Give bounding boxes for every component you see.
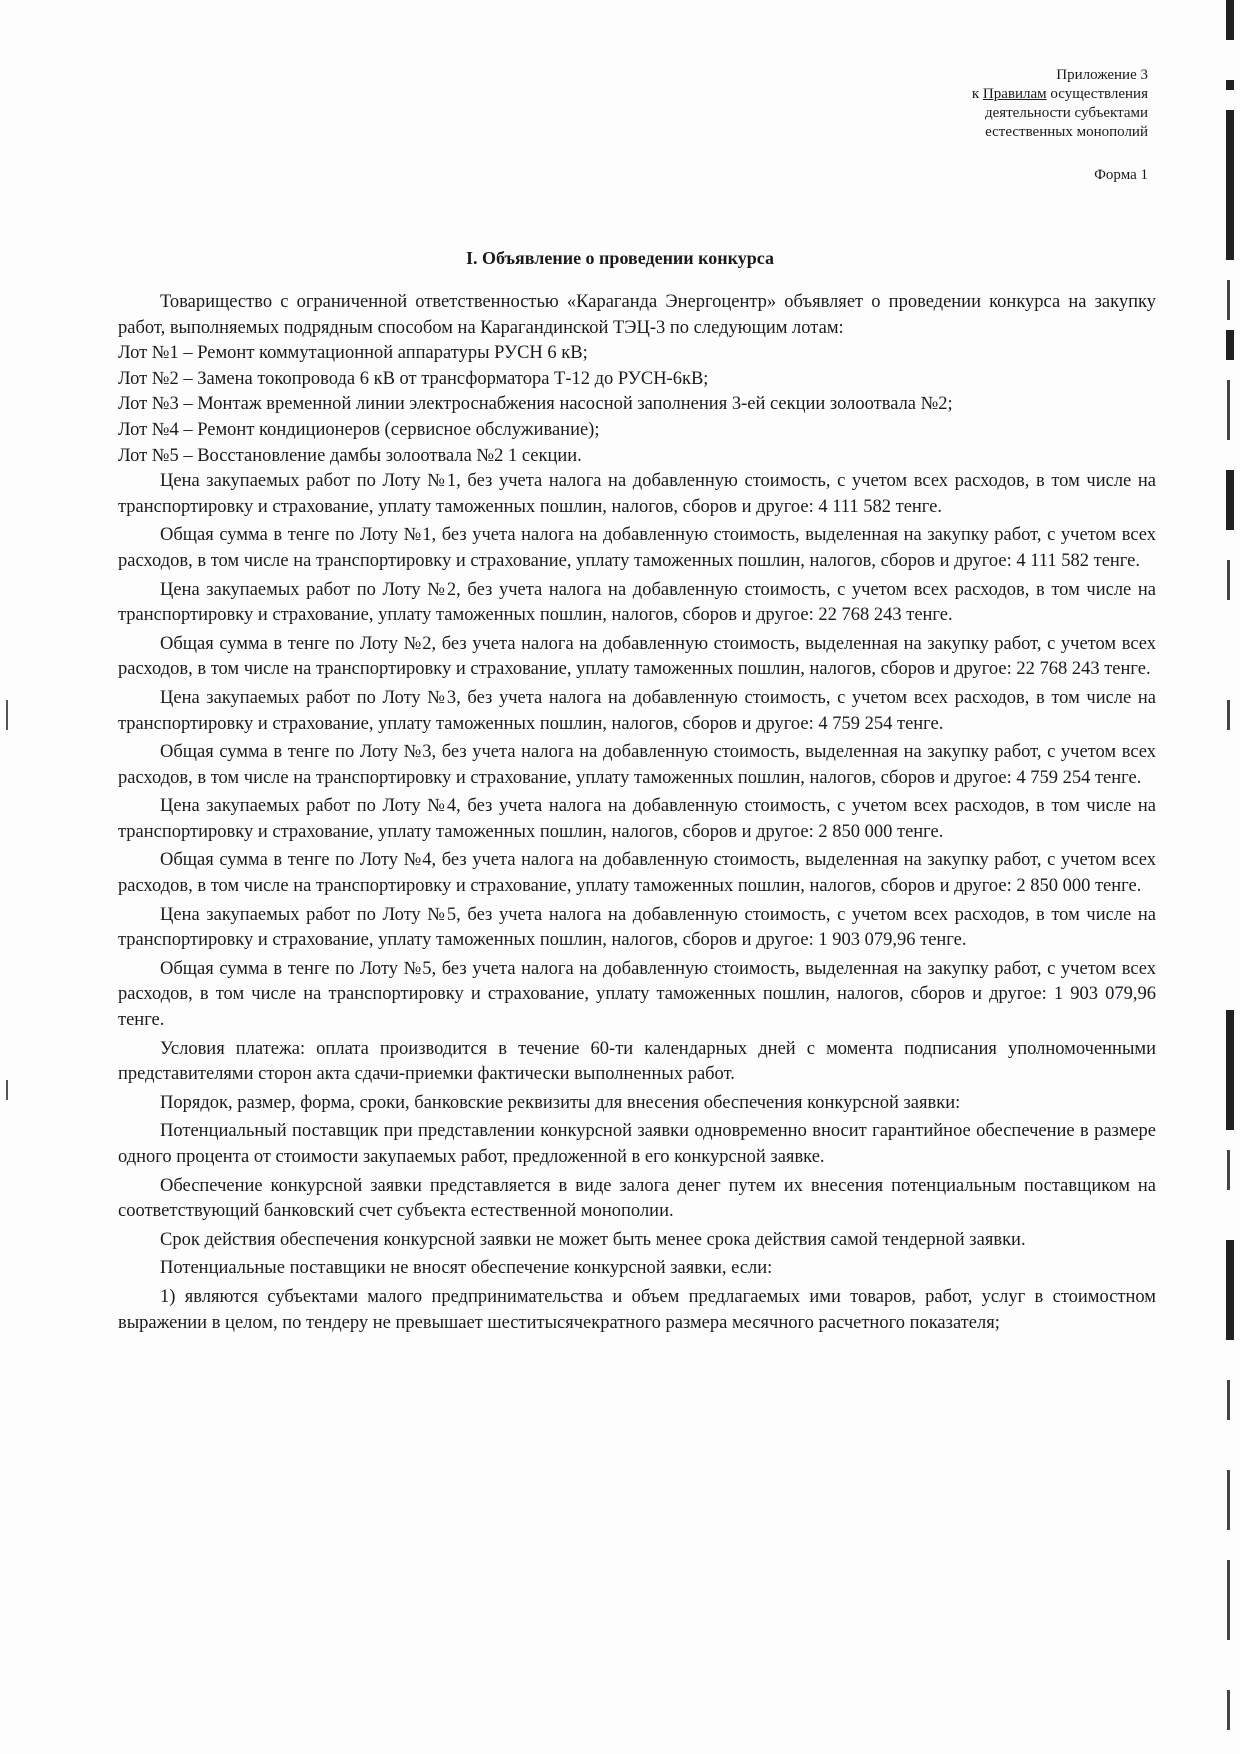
scan-mark xyxy=(1227,380,1230,440)
lot-2-price: Цена закупаемых работ по Лоту №2, без учета налога на добавленную стоимость, с учетом всех расходов, в том числе на транспортировку и страхование, уплату таможенных пошлин, налогов, сборов и другое: 22 768 243 тенге. xyxy=(118,579,1156,626)
exemption-item-1: 1) являются субъектами малого предпринимательства и объем предлагаемых ими товаров, работ, услуг в стоимостном выражении в целом, по тендеру не превышает шеститысячекратного размера месячного расчетного показателя; xyxy=(118,1286,1156,1333)
scan-mark xyxy=(1227,280,1230,320)
lot-4-total: Общая сумма в тенге по Лоту №4, без учета налога на добавленную стоимость, выделенная на закупку работ, с учетом всех расходов, в том числе на транспортировку и страхование, уплату таможенных пошлин, налогов, сборов и другое: 2 850 000 тенге. xyxy=(118,850,1156,897)
payment-terms: Условия платежа: оплата производится в течение 60-ти календарных дней с момента подписания уполномоченными представителями сторон акта сдачи-приемки фактически выполненных работ. xyxy=(118,1038,1156,1085)
scan-mark xyxy=(1227,1470,1230,1530)
scan-mark xyxy=(1226,0,1234,40)
document-body xyxy=(118,290,1156,1339)
security-form: Обеспечение конкурсной заявки представляется в виде залога денег путем их внесения потенциальным поставщиком на соответствующий банковский счет субъекта естественной монополии. xyxy=(118,1175,1156,1222)
appendix-line-2 xyxy=(828,85,1148,104)
scan-edge-artifacts xyxy=(1210,0,1240,1754)
appendix-line-2-suffix: осуществления xyxy=(1046,86,1148,102)
scan-mark xyxy=(1227,1560,1230,1640)
appendix-line-4: естественных монополий xyxy=(985,124,1148,140)
security-exemptions: Потенциальные поставщики не вносят обеспечение конкурсной заявки, если: xyxy=(160,1258,773,1279)
lot-2-total: Общая сумма в тенге по Лоту №2, без учета налога на добавленную стоимость, выделенная на закупку работ, с учетом всех расходов, в том числе на транспортировку и страхование, уплату таможенных пошлин, налогов, сборов и другое: 22 768 243 тенге. xyxy=(118,633,1156,680)
appendix-line-2-prefix: к xyxy=(971,86,983,102)
document-title: I. Объявление о проведении конкурса xyxy=(465,248,775,268)
lot-3-price: Цена закупаемых работ по Лоту №3, без учета налога на добавленную стоимость, с учетом всех расходов, в том числе на транспортировку и страхование, уплату таможенных пошлин, налогов, сборов и другое: 4 759 254 тенге. xyxy=(118,687,1156,734)
scan-mark xyxy=(1226,470,1234,530)
appendix-line-1: Приложение 3 xyxy=(1056,67,1148,83)
scan-mark xyxy=(1226,80,1234,90)
security-amount: Потенциальный поставщик при представлении конкурсной заявки одновременно вносит гарантийное обеспечение в размере одного процента от стоимости закупаемых работ, предложенной в его конкурсной заявке. xyxy=(118,1121,1156,1167)
appendix-line-3: деятельности субъектами xyxy=(984,105,1148,121)
lot-5-price: Цена закупаемых работ по Лоту №5, без учета налога на добавленную стоимость, с учетом всех расходов, в том числе на транспортировку и страхование, уплату таможенных пошлин, налогов, сборов и другое: 1 903 079,96 тенге. xyxy=(118,904,1156,951)
lot-1-total: Общая сумма в тенге по Лоту №1, без учета налога на добавленную стоимость, выделенная на закупку работ, с учетом всех расходов, в том числе на транспортировку и страхование, уплату таможенных пошлин, налогов, сборов и другое: 4 111 582 тенге. xyxy=(118,525,1156,571)
lot-1-price: Цена закупаемых работ по Лоту №1, без учета налога на добавленную стоимость, с учетом всех расходов, в том числе на транспортировку и страхование, уплату таможенных пошлин, налогов, сборов и другое: 4 111 582 тенге. xyxy=(118,471,1156,517)
scan-mark xyxy=(1226,1010,1234,1130)
lot-3-total: Общая сумма в тенге по Лоту №3, без учета налога на добавленную стоимость, выделенная на закупку работ, с учетом всех расходов, в том числе на транспортировку и страхование, уплату таможенных пошлин, налогов, сборов и другое: 4 759 254 тенге. xyxy=(118,742,1156,788)
scan-mark xyxy=(1227,1380,1230,1420)
security-procedure: Порядок, размер, форма, сроки, банковские реквизиты для внесения обеспечения конкурсной заявки: xyxy=(160,1092,961,1113)
intro-paragraph: Товарищество с ограниченной ответственностью «Караганда Энергоцентр» объявляет о проведении конкурса на закупку работ, выполняемых подрядным способом на Карагандинской ТЭЦ-3 по следующим лотам: xyxy=(118,292,1156,338)
lot-4-price: Цена закупаемых работ по Лоту №4, без учета налога на добавленную стоимость, с учетом всех расходов, в том числе на транспортировку и страхование, уплату таможенных пошлин, налогов, сборов и другое: 2 850 000 тенге. xyxy=(118,796,1156,842)
scan-mark xyxy=(1226,330,1234,360)
lot-item: Лот №2 – Замена токопровода 6 кВ от трансформатора Т-12 до РУСН-6кВ; xyxy=(118,368,709,389)
scan-mark xyxy=(6,700,8,730)
lot-item: Лот №1 – Ремонт коммутационной аппаратуры РУСН 6 кВ; xyxy=(118,343,588,364)
scan-mark xyxy=(6,1080,8,1100)
scan-mark xyxy=(1227,1150,1230,1190)
lot-item: Лот №4 – Ремонт кондиционеров (сервисное обслуживание); xyxy=(118,419,600,440)
rules-link[interactable]: Правилам xyxy=(982,86,1047,102)
lot-5-total: Общая сумма в тенге по Лоту №5, без учета налога на добавленную стоимость, выделенная на закупку работ, с учетом всех расходов, в том числе на транспортировку и страхование, уплату таможенных пошлин, налогов, сборов и другое: 1 903 079,96 тенге. xyxy=(118,958,1156,1031)
scan-mark xyxy=(1227,700,1230,730)
scan-mark xyxy=(1226,110,1234,260)
appendix-header xyxy=(828,66,1148,142)
scan-mark xyxy=(1226,1240,1234,1340)
scan-mark xyxy=(1227,1690,1230,1730)
form-number: Форма 1 xyxy=(1094,167,1148,183)
security-validity: Срок действия обеспечения конкурсной заявки не может быть менее срока действия самой тендерной заявки. xyxy=(160,1229,1026,1250)
lot-item: Лот №3 – Монтаж временной линии электроснабжения насосной заполнения 3-ей секции золоотвала №2; xyxy=(118,394,953,415)
lot-item: Лот №5 – Восстановление дамбы золоотвала №2 1 секции. xyxy=(118,445,582,466)
scan-mark xyxy=(1227,560,1230,600)
